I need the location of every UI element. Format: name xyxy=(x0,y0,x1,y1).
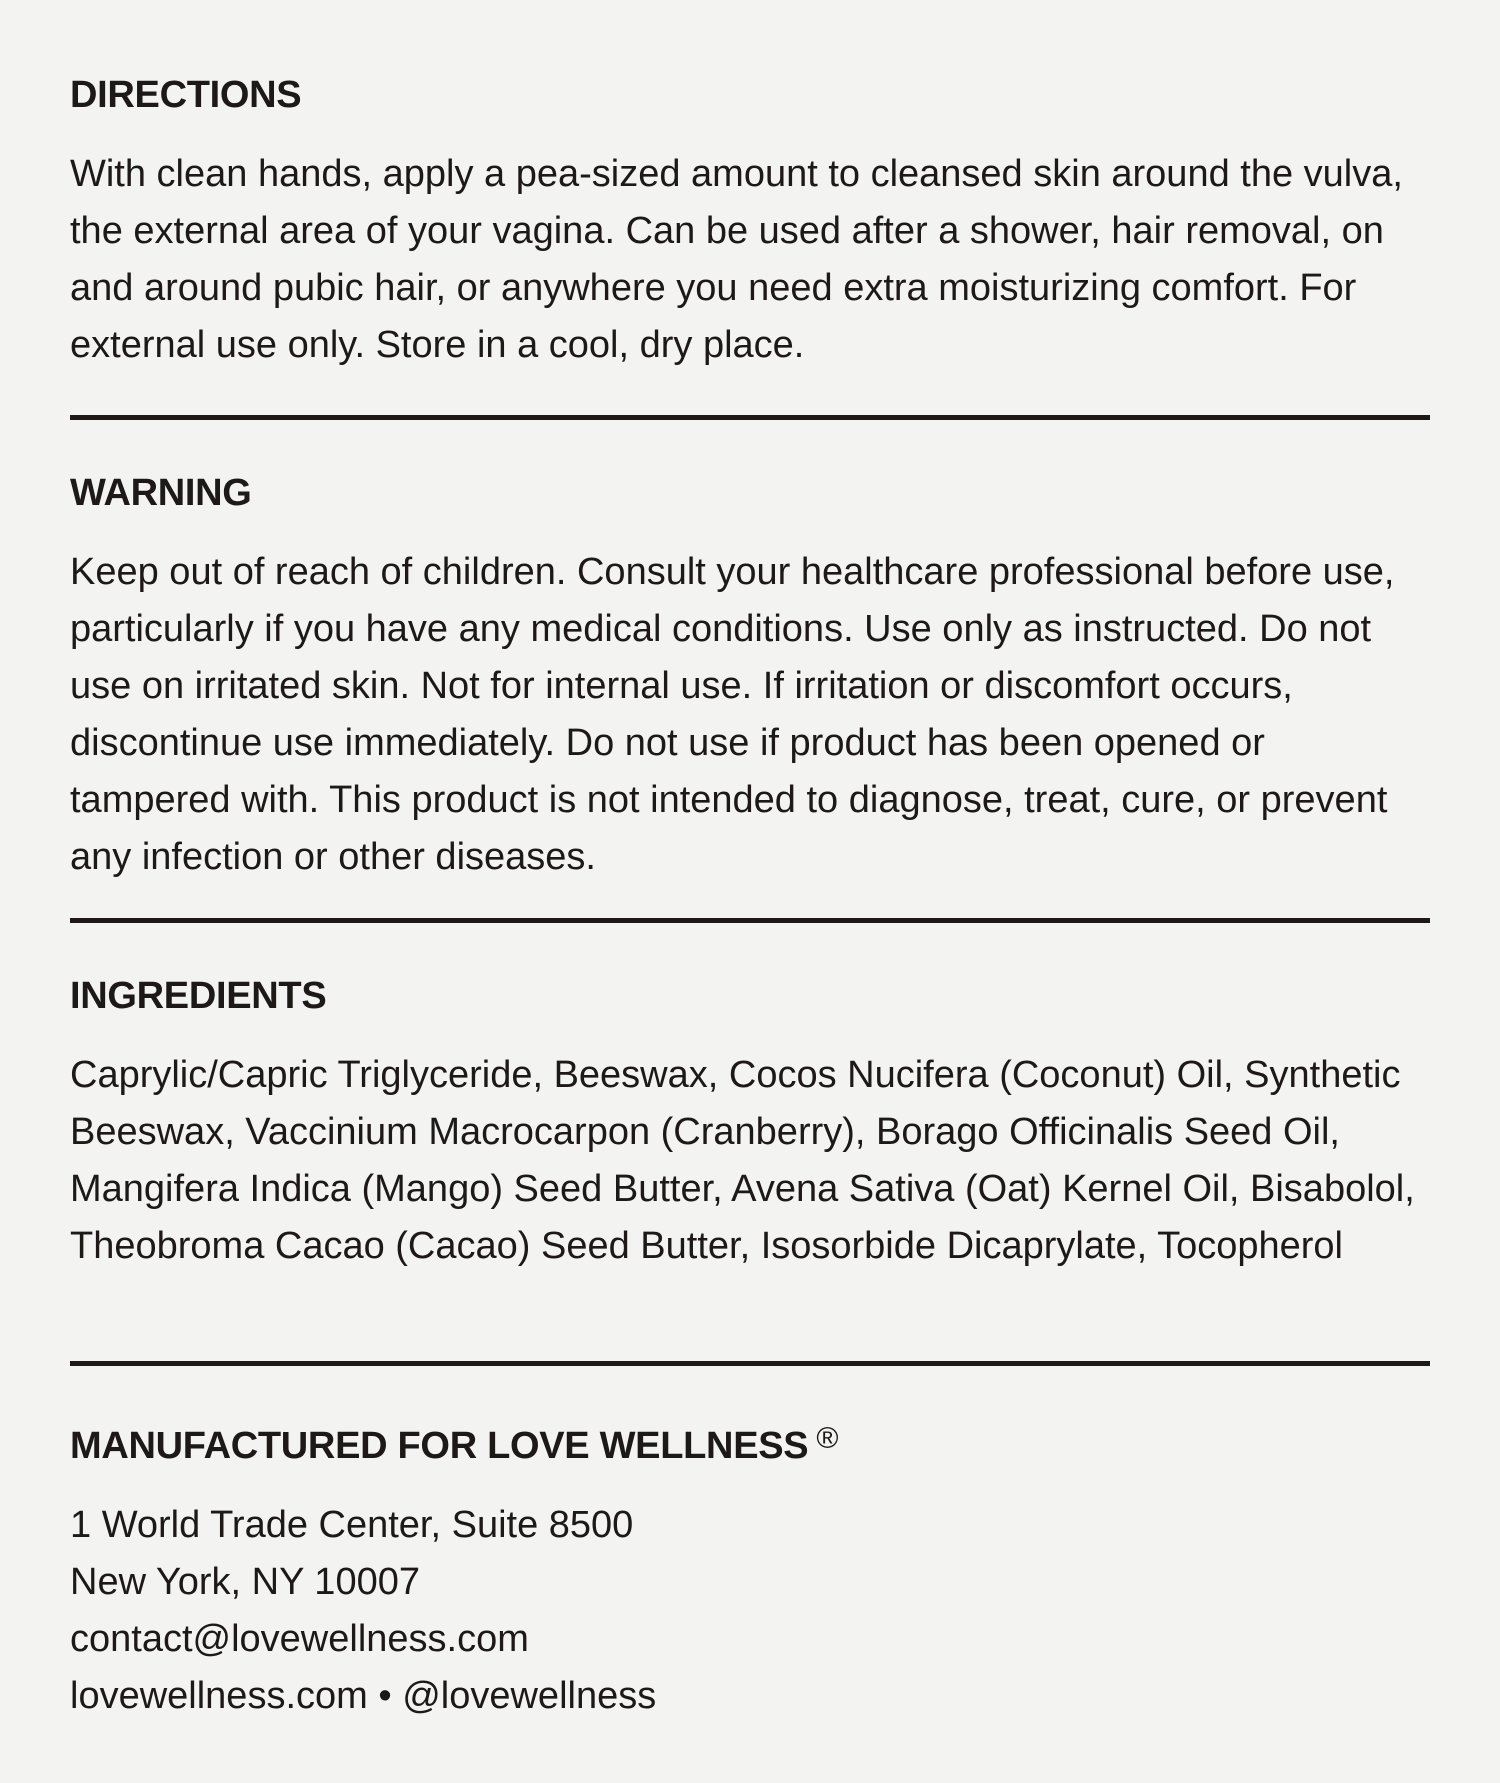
directions-heading: DIRECTIONS xyxy=(70,74,302,116)
manufacturer-heading-row xyxy=(70,1414,1430,1471)
manufacturer-contact xyxy=(70,1497,1430,1725)
directions-text: With clean hands, apply a pea-sized amount to cleansed skin around the vulva, the external area of your vagina. Can be used after a shower, hair removal, on and around pubic hair, or anywhere you need extra moisturizing comfort. For external use only. Store in a cool, dry place. xyxy=(70,153,1403,366)
ingredients-text: Caprylic/Capric Triglyceride, Beeswax, Cocos Nucifera (Coconut) Oil, Synthetic Beeswax, Vaccinium Macrocarpon (Cranberry), Borago Officinalis Seed Oil, Mangifera Indica (Mango) Seed Butter, Avena Sativa (Oat) Kernel Oil, Bisabolol, Theobroma Cacao (Cacao) Seed Butter, Isosorbide Dicaprylate, Tocopherol xyxy=(70,1054,1415,1267)
address-line-1: 1 World Trade Center, Suite 8500 xyxy=(70,1504,634,1546)
ingredients-section xyxy=(70,923,1430,1361)
manufacturer-heading: MANUFACTURED FOR LOVE WELLNESS xyxy=(70,1425,809,1467)
warning-text: Keep out of reach of children. Consult your healthcare professional before use, particularly if you have any medical conditions. Use only as instructed. Do not use on irritated skin. Not for internal use. If irritation or discomfort occurs, discontinue use immediately. Do not use if product has been opened or tampered with. This product is not intended to diagnose, treat, cure, or prevent any infection or other diseases. xyxy=(70,551,1395,878)
address-line-2: New York, NY 10007 xyxy=(70,1561,420,1603)
warning-section xyxy=(70,420,1430,918)
registered-mark: ® xyxy=(816,1422,839,1455)
manufacturer-section xyxy=(70,1366,1430,1725)
website-social: lovewellness.com • @lovewellness xyxy=(70,1675,657,1717)
contact-email: contact@lovewellness.com xyxy=(70,1618,529,1660)
directions-section xyxy=(70,70,1430,415)
ingredients-heading: INGREDIENTS xyxy=(70,975,327,1017)
warning-heading: WARNING xyxy=(70,472,252,514)
